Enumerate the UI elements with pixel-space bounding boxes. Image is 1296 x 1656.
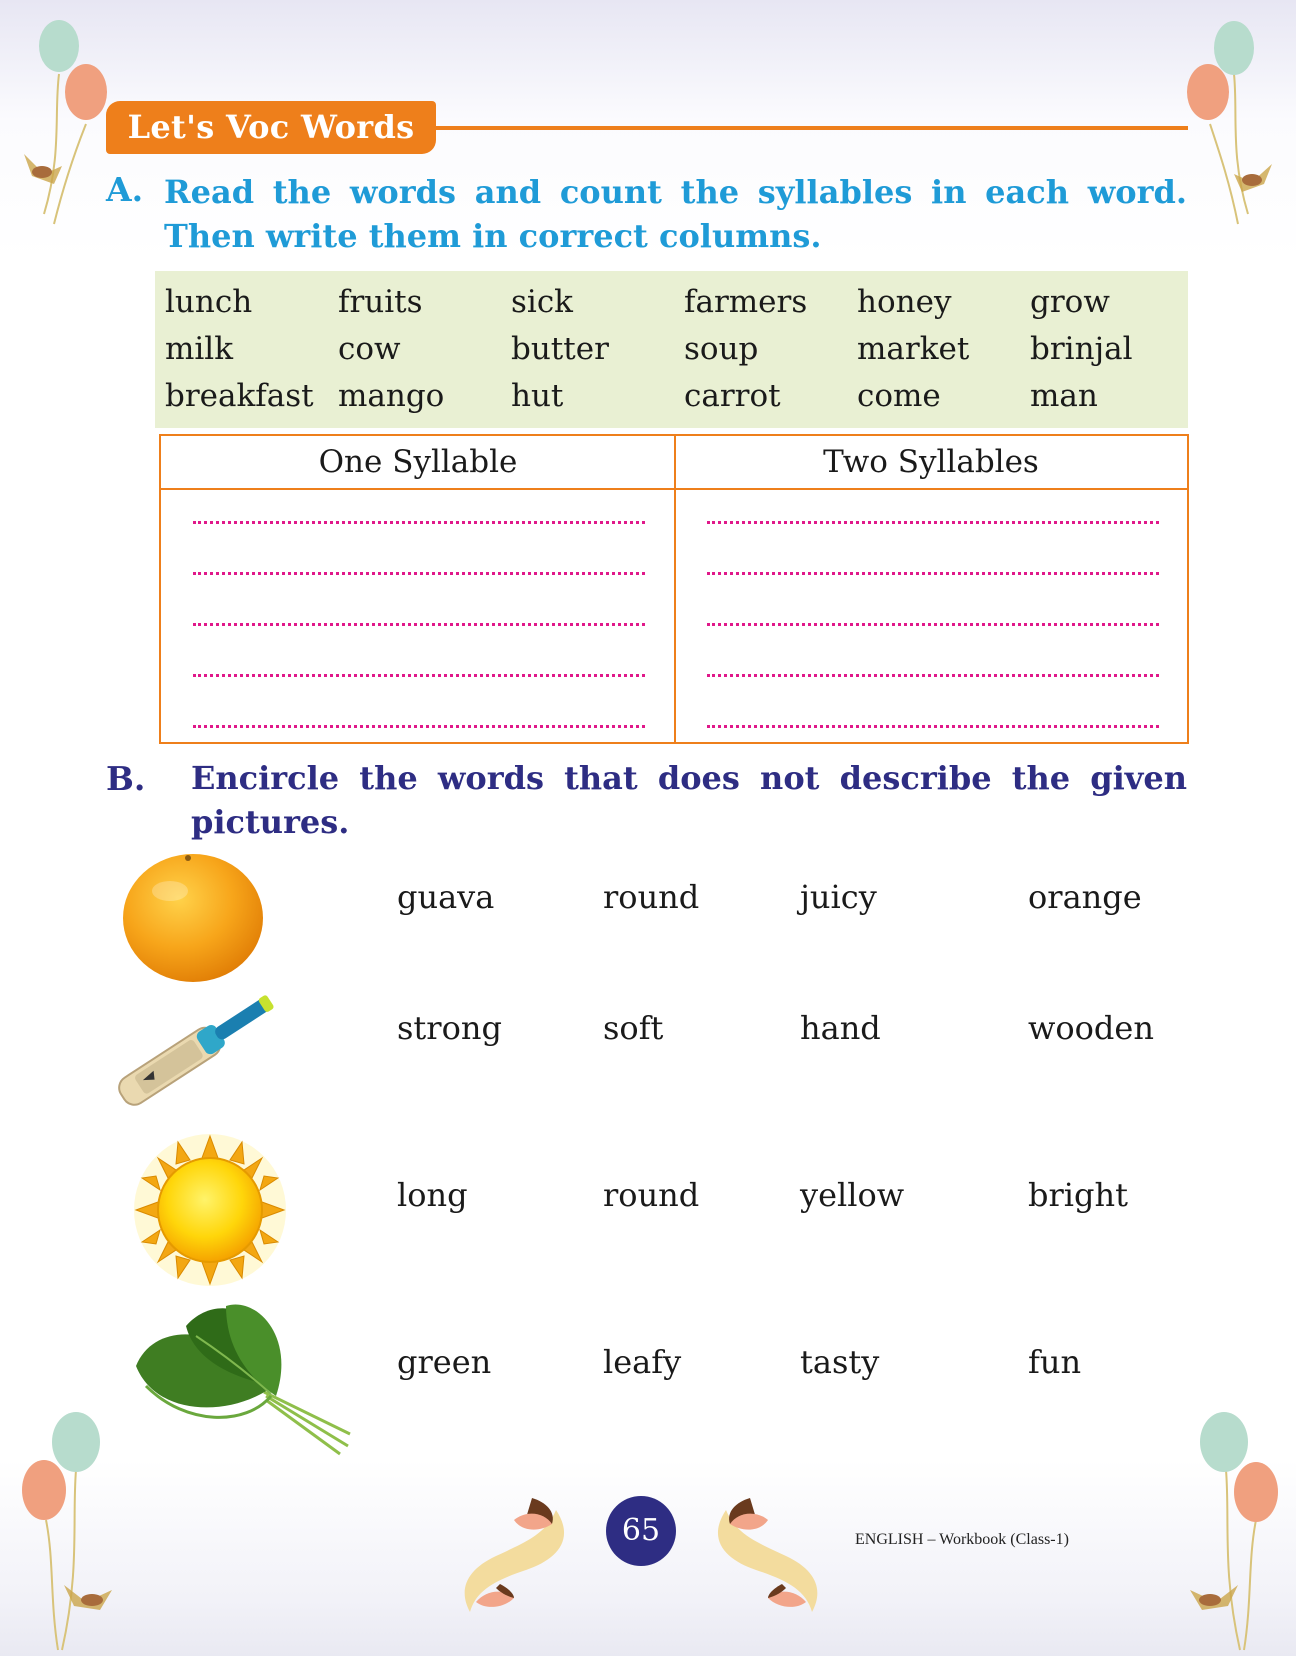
word-bank-item: carrot [684,378,781,414]
option-word[interactable]: guava [397,878,495,916]
word-bank-item: breakfast [165,378,314,414]
word-bank-item: man [1030,378,1098,414]
two-syllables-header: Two Syllables [675,436,1187,490]
book-title: ENGLISH – Workbook (Class-1) [855,1531,1069,1548]
sun-image [130,1130,290,1290]
word-bank-item: fruits [338,284,423,320]
question-a-letter: A. [106,170,144,209]
section-title: Let's Voc Words [106,101,436,154]
question-a-instruction: Read the words and count the syllables in each word. Then write them in correct columns. [164,173,1187,255]
one-syllable-answer-line[interactable] [193,572,645,575]
option-word[interactable]: strong [397,1009,502,1047]
word-bank-item: butter [511,331,609,367]
word-bank-item: cow [338,331,401,367]
page-number: 65 [606,1496,676,1566]
word-bank-item: farmers [684,284,808,320]
header-rule [420,126,1188,130]
one-syllable-answer-line[interactable] [193,521,645,524]
word-bank-item: hut [511,378,564,414]
option-word[interactable]: round [603,878,700,916]
spinach-image [126,1296,352,1458]
word-bank-item: lunch [165,284,253,320]
option-word[interactable]: fun [1028,1343,1082,1381]
option-word[interactable]: bright [1028,1176,1128,1214]
word-bank-item: mango [338,378,445,414]
word-bank-item: market [857,331,970,367]
cricket-bat-image [104,978,288,1118]
two-syllables-answer-line[interactable] [707,623,1159,626]
option-word[interactable]: yellow [800,1176,905,1214]
one-syllable-header: One Syllable [161,436,675,490]
balloons-bottom-left [14,1410,134,1656]
syllable-table [159,434,1189,744]
one-syllable-answer-line[interactable] [193,674,645,677]
two-syllables-answer-line[interactable] [707,725,1159,728]
option-word[interactable]: tasty [800,1343,880,1381]
word-bank-item: honey [857,284,952,320]
balloons-top-right [1172,14,1282,234]
word-bank-item: brinjal [1030,331,1133,367]
option-word[interactable]: long [397,1176,468,1214]
option-word[interactable]: orange [1028,878,1142,916]
two-syllables-answer-line[interactable] [707,572,1159,575]
question-b-instruction: Encircle the words that does not describe the given pictures. [191,759,1187,841]
option-word[interactable]: wooden [1028,1009,1154,1047]
balloons-bottom-right [1168,1410,1288,1656]
word-bank-item: come [857,378,941,414]
word-bank-item: milk [165,331,234,367]
one-syllable-answer-line[interactable] [193,623,645,626]
orange-image [118,846,268,984]
option-word[interactable]: soft [603,1009,664,1047]
option-word[interactable]: hand [800,1009,881,1047]
word-bank-item: grow [1030,284,1110,320]
word-bank-item: soup [684,331,759,367]
two-syllables-answer-line[interactable] [707,674,1159,677]
one-syllable-answer-line[interactable] [193,725,645,728]
option-word[interactable]: round [603,1176,700,1214]
column-divider [674,436,676,742]
option-word[interactable]: juicy [800,878,877,916]
word-bank-item: sick [511,284,573,320]
birds-ribbon-left [456,1490,582,1614]
word-bank [155,271,1188,428]
two-syllables-answer-line[interactable] [707,521,1159,524]
question-b-letter: B. [106,759,146,798]
option-word[interactable]: green [397,1343,492,1381]
birds-ribbon-right [700,1490,826,1614]
option-word[interactable]: leafy [603,1343,682,1381]
